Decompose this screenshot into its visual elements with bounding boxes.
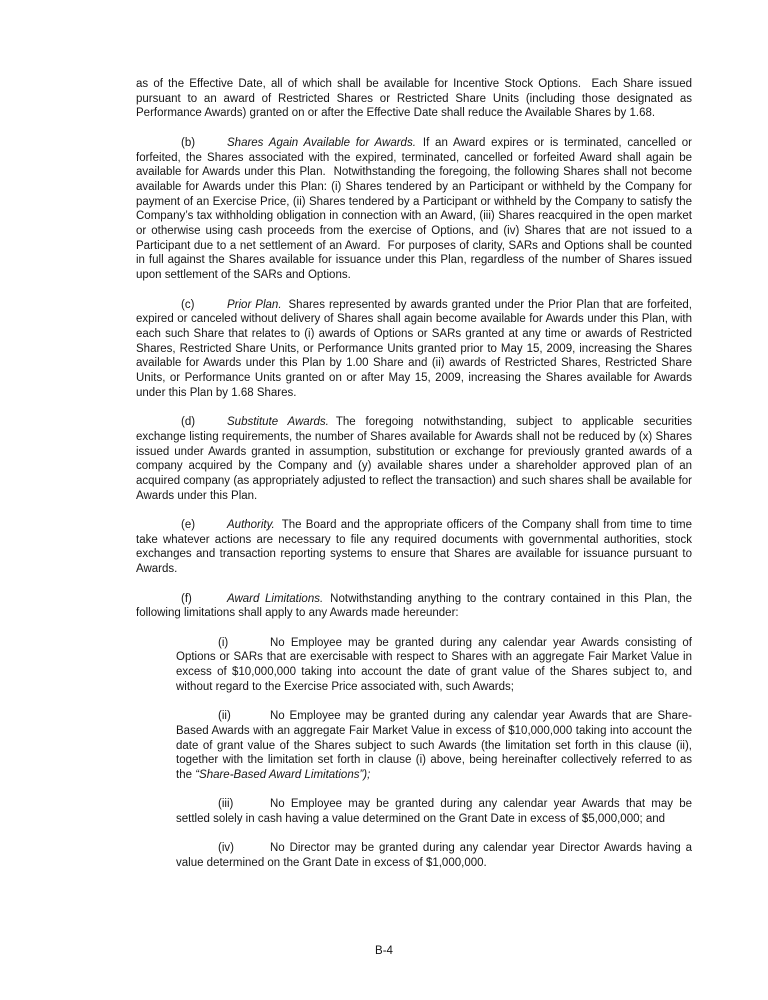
- paragraph-heading: Substitute Awards.: [227, 416, 329, 429]
- paragraph-label: (e): [181, 519, 196, 532]
- paragraph-text: Notwithstanding anything to the contrary contained in this Plan, the following limitations shall apply to any Awards made hereunder:: [136, 592, 696, 620]
- subitem-iii: [176, 797, 696, 826]
- subitem-text: No Director may be granted during any calendar year Director Awards having a value determined on the Grant Date in excess of $1,000,000.: [176, 842, 696, 870]
- paragraph-c: [136, 298, 696, 401]
- paragraph-heading: Authority.: [227, 519, 275, 532]
- paragraph-label: (c): [181, 298, 195, 311]
- subitem-text: No Employee may be granted during any calendar year Awards that may be settled solely in cash having a value determined on the Grant Date in excess of $5,000,000; and: [176, 798, 696, 826]
- subitem-label: (iii): [218, 798, 234, 811]
- paragraph-e: [136, 518, 696, 577]
- paragraph-heading: Prior Plan.: [227, 298, 282, 311]
- paragraph-label: (b): [181, 136, 196, 149]
- subitem-ii: [176, 709, 696, 783]
- paragraph-text: Shares represented by awards granted under the Prior Plan that are forfeited, expired or canceled without delivery of Shares shall again become available for Awards under this Plan, with each such Share that relates to (i) awards of Options or SARs granted at any time or awards of Restricted Shares, Restricted Share Units, or Performance Units granted prior to May 15, 2009, increasing the Shares available for Awards under this Plan by 1.00 Share and (ii) awards of Restricted Shares, Restricted Share Units, or Performance Units granted on or after May 15, 2009, increasing the Shares available for Awards under this Plan by 1.68 Shares.: [136, 298, 696, 399]
- subitem-i: [176, 636, 696, 695]
- paragraph-heading: Shares Again Available for Awards.: [227, 136, 416, 149]
- paragraph-heading: Award Limitations.: [227, 592, 324, 605]
- subitem-text: No Employee may be granted during any calendar year Awards consisting of Options or SARs that are exercisable with respect to Shares with an aggregate Fair Market Value in excess of $10,000,000 taking into account the date of grant value of the Shares subject to, and without regard to the Exercise Price associated with, such Awards;: [176, 636, 696, 693]
- subitem-label: (i): [218, 636, 229, 649]
- paragraph-f: [136, 592, 696, 621]
- paragraph-text: as of the Effective Date, all of which shall be available for Incentive Stock Options. Each Share issued pursuant to an award of Restricted Shares or Restricted Share Units (including those designated as Performance Awards) granted on or after the Effective Date shall reduce the Available Shares by 1.68.: [136, 78, 696, 120]
- award-limitations-list: [176, 636, 696, 871]
- document-body: [136, 77, 696, 886]
- paragraph-label: (f): [181, 592, 192, 605]
- paragraph-text: The Board and the appropriate officers of the Company shall from time to time take whatever actions are necessary to file any required documents with governmental authorities, stock exchanges and transaction reporting systems to ensure that Shares are available for issuance pursuant to Awards.: [136, 519, 696, 576]
- paragraph-b: [136, 136, 696, 283]
- subitem-label: (iv): [218, 842, 234, 855]
- subitem-italic-suffix: “Share-Based Award Limitations”);: [195, 768, 371, 781]
- paragraph-label: (d): [181, 416, 196, 429]
- subitem-text: No Employee may be granted during any calendar year Awards that are Share-Based Awards with an aggregate Fair Market Value in excess of $10,000,000 taking into account the date of grant value of the Shares subject to such Awards (the limitation set forth in this clause (ii), together with the limitation set forth in clause (i) above, being hereinafter collectively referred to as the: [176, 710, 696, 781]
- subitem-label: (ii): [218, 710, 231, 723]
- page-number: B-4: [375, 945, 393, 957]
- paragraph-d: [136, 415, 696, 503]
- intro-paragraph: [136, 77, 696, 121]
- paragraph-text: The foregoing notwithstanding, subject to applicable securities exchange listing requirements, the number of Shares available for Awards shall not be reduced by (x) Shares issued under Awards granted in assumption, substitution or exchange for previously granted awards of a company acquired by the Company and (y) available shares under a shareholder approved plan of an acquired company (as appropriately adjusted to reflect the transaction) and such shares shall be available for Awards under this Plan.: [136, 416, 696, 502]
- subitem-iv: [176, 841, 696, 870]
- paragraph-text: If an Award expires or is terminated, cancelled or forfeited, the Shares associated with the expired, terminated, cancelled or forfeited Award shall again be available for Awards under this Plan. Notwithstanding the foregoing, the following Shares shall not become available for Awards under this Plan: (i) Shares tendered by an Participant or withheld by the Company for payment of an Exercise Price, (ii) Shares tendered by a Participant or withheld by the Company to satisfy the Company’s tax withholding obligation in connection with an Award, (iii) Shares reacquired in the open market or otherwise using cash proceeds from the exercise of Options, and (iv) Shares that are not issued to a Participant due to a net settlement of an Award. For purposes of clarity, SARs and Options shall be counted in full against the Shares available for issuance under this Plan, regardless of the number of Shares issued upon settlement of the SARs and Options.: [136, 136, 696, 282]
